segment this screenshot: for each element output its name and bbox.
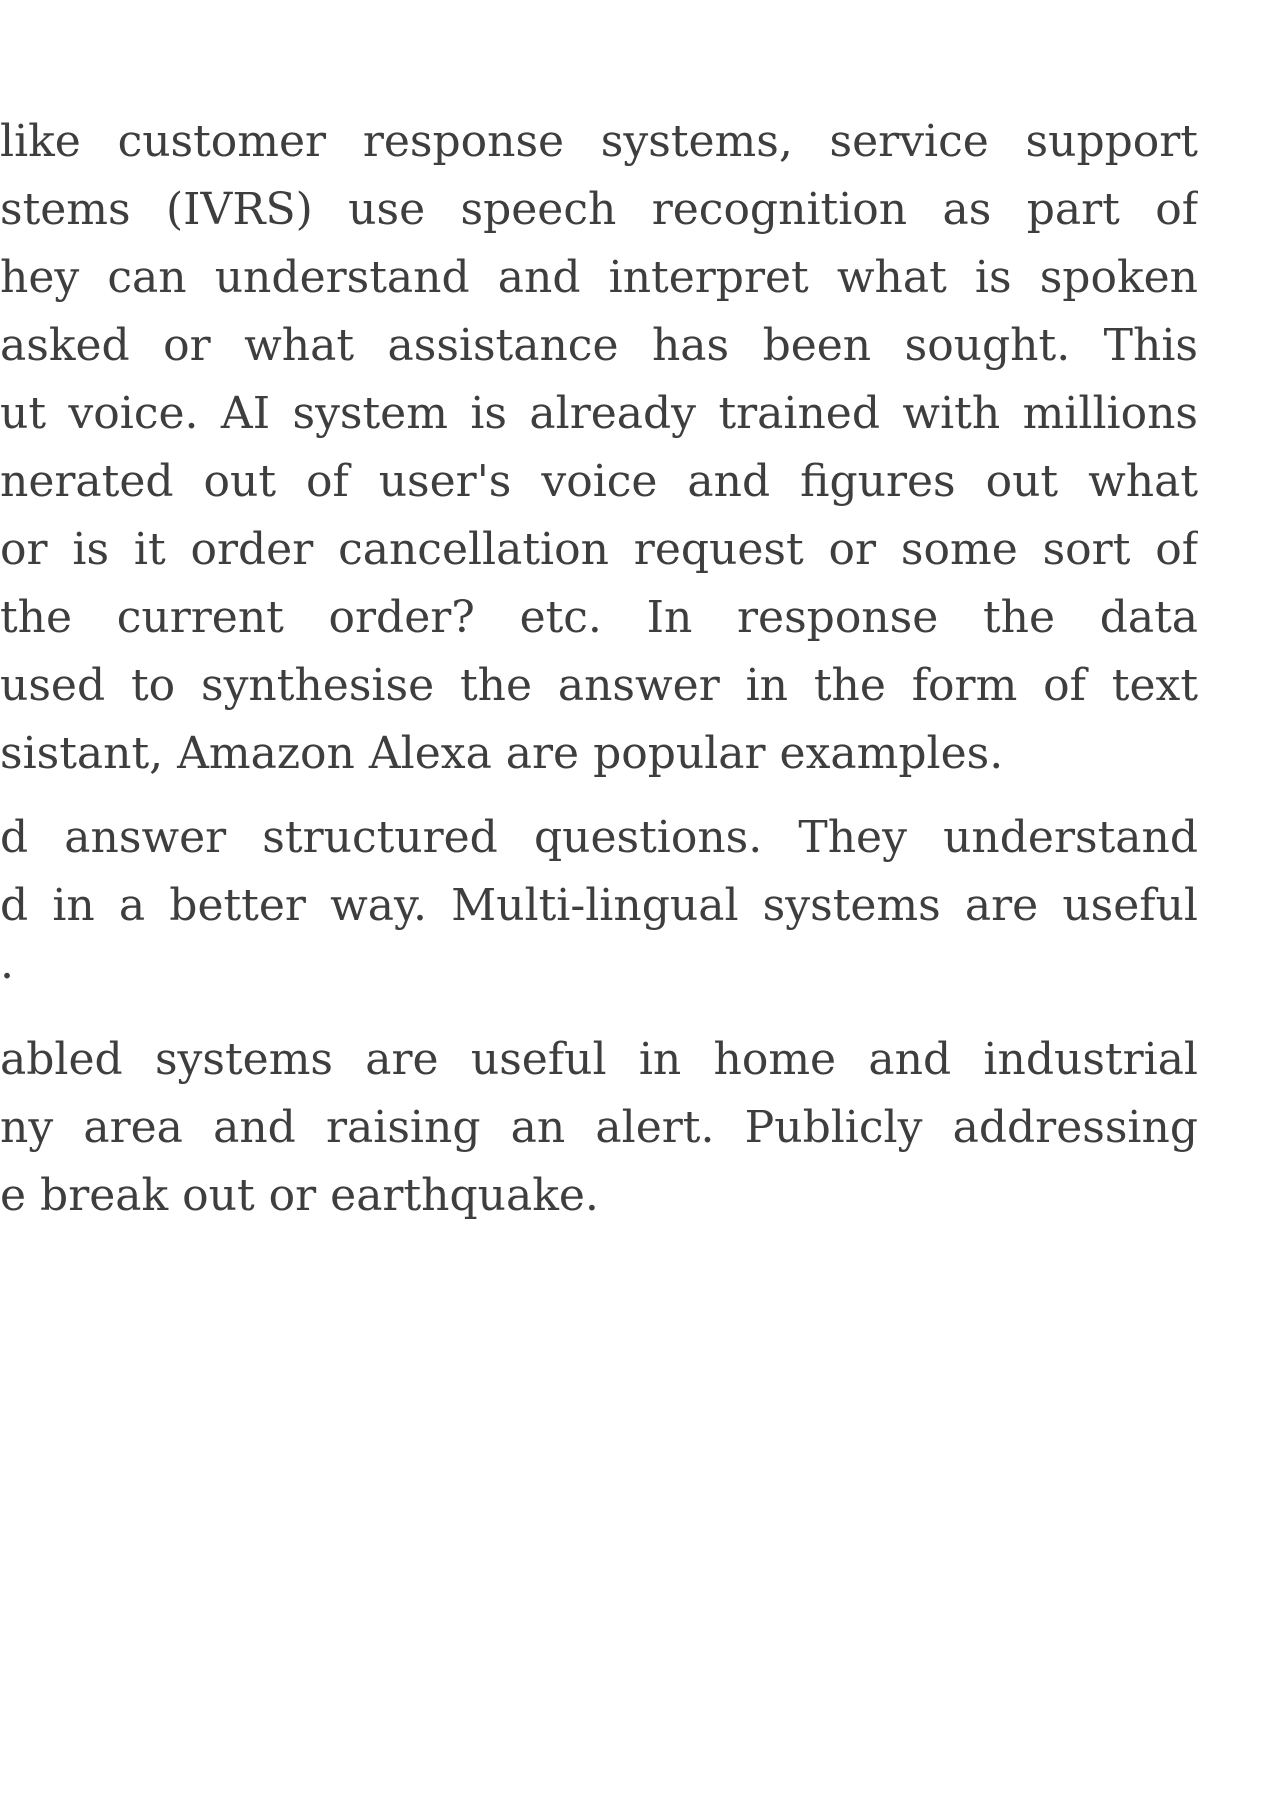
text-line: the current order? etc. In response the data (0, 592, 1198, 643)
text-line: like customer response systems, service support (0, 116, 1198, 167)
text-line: . (0, 938, 14, 989)
text-line: abled systems are useful in home and industrial (0, 1034, 1198, 1085)
text-line: sistant, Amazon Alexa are popular examples. (0, 728, 1004, 779)
text-line: d answer structured questions. They understand (0, 812, 1198, 863)
text-line: asked or what assistance has been sought. This (0, 320, 1198, 371)
text-line: or is it order cancellation request or some sort of (0, 524, 1198, 575)
text-line: stems (IVRS) use speech recognition as part of (0, 184, 1198, 235)
text-line: d in a better way. Multi-lingual systems are useful (0, 880, 1198, 931)
text-line: nerated out of user's voice and figures out what (0, 456, 1198, 507)
text-line: ny area and raising an alert. Publicly addressing (0, 1102, 1198, 1153)
text-line: ut voice. AI system is already trained with millions (0, 388, 1198, 439)
text-line: e break out or earthquake. (0, 1170, 599, 1221)
text-line: used to synthesise the answer in the form of text (0, 660, 1198, 711)
text-line: hey can understand and interpret what is spoken (0, 252, 1198, 303)
